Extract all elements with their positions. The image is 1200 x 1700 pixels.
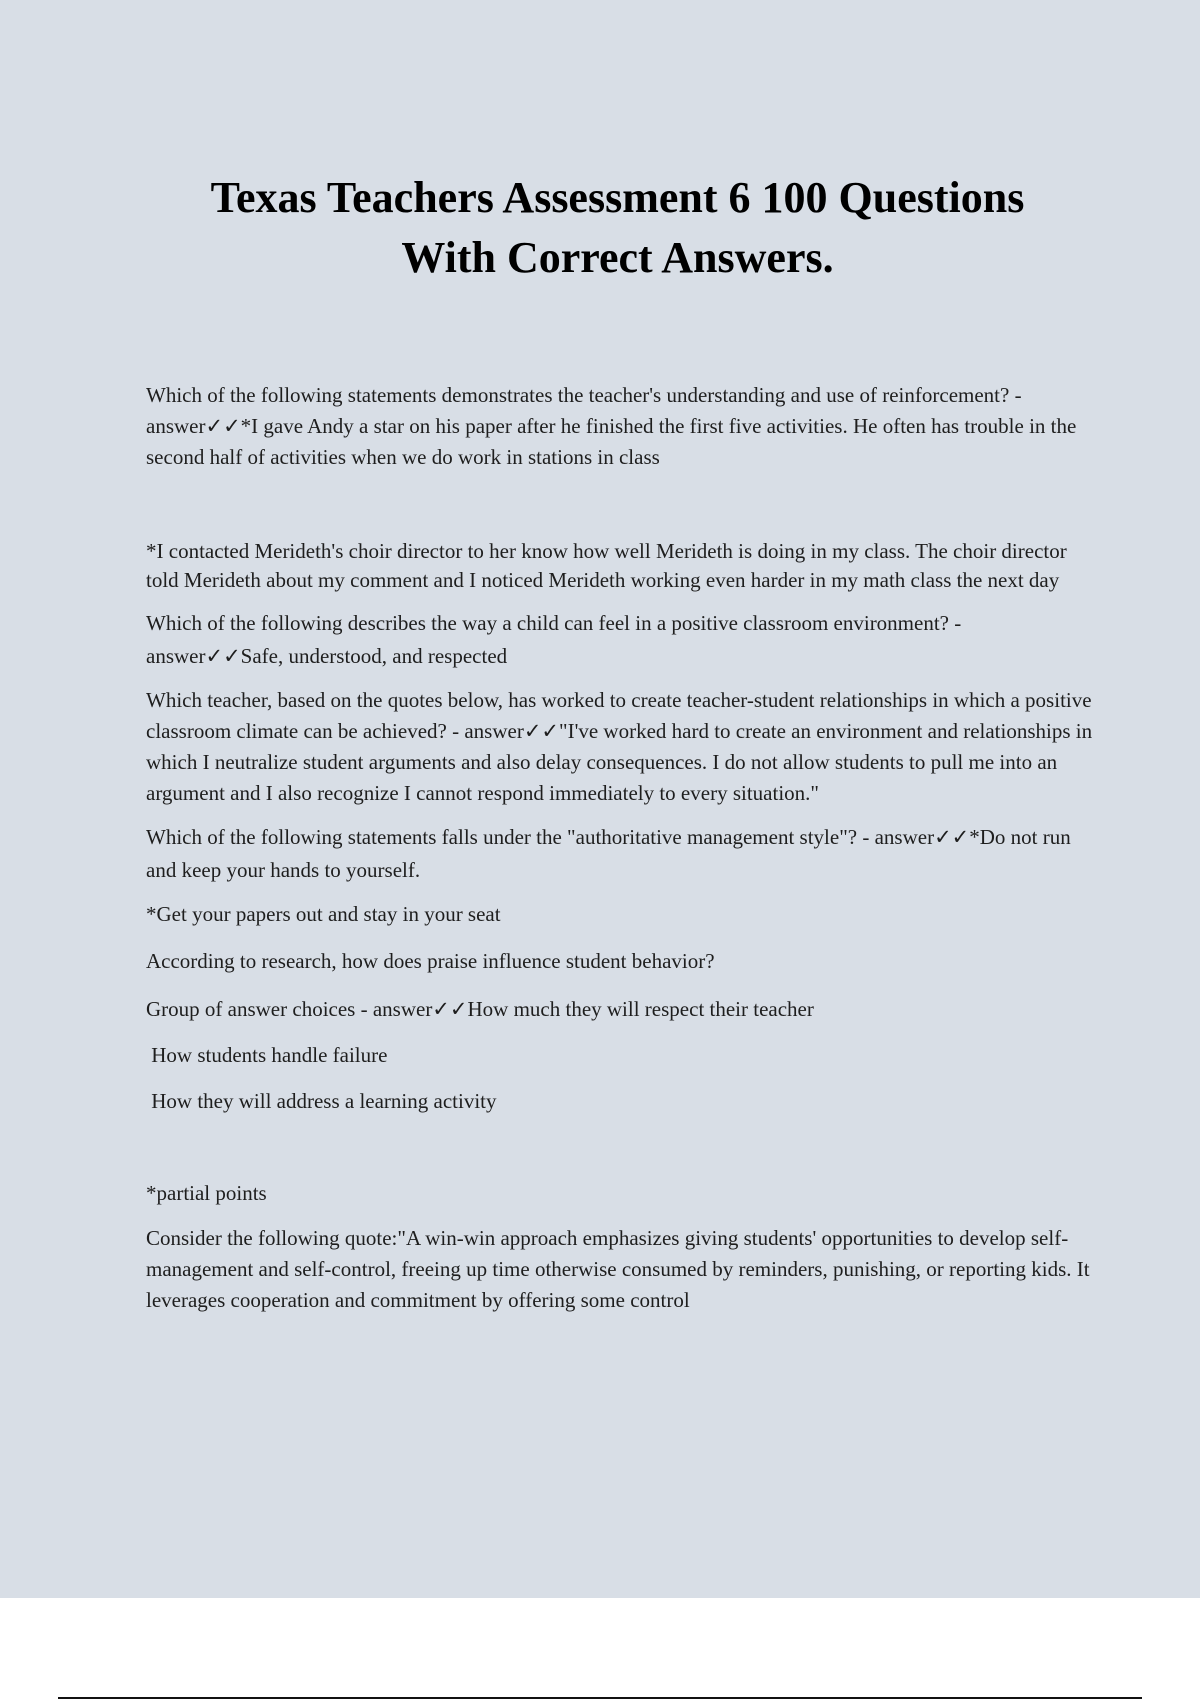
paragraph-q1: Which of the following statements demonstrates the teacher's understanding and use of reinforcement? - answer✓✓*I gave Andy a star on his paper after he finished the first five activities. He often has trouble in the second half of activities when we do work in stations in class: [146, 383, 1077, 469]
paragraph-q3: Which teacher, based on the quotes below, has worked to create teacher-student relationships in which a positive classroom climate can be achieved? - answer✓✓"I've worked hard to create an environment and relationships in which I neutralize student arguments and also delay consequences. I do not allow students to pull me into an argument and I also recognize I cannot respond immediately to every situation.": [146, 688, 1093, 805]
footer-divider: [58, 1697, 1142, 1699]
document-title: [0, 168, 1200, 288]
paragraph-q5-choice-1: How students handle failure: [146, 1043, 388, 1067]
document-body: [146, 380, 1096, 1316]
paragraph-q5-answer: Group of answer choices - answer✓✓How much they will respect their teacher: [146, 997, 814, 1021]
paragraph-q4-continued: *Get your papers out and stay in your seat: [146, 902, 501, 926]
paragraph-q5-choice-2: How they will address a learning activity: [146, 1089, 497, 1113]
paragraph-partial-points: *partial points: [146, 1181, 267, 1205]
paragraph-q4: Which of the following statements falls under the "authoritative management style"? - answer✓✓*Do not run and keep your hands to yourself.: [146, 825, 1071, 882]
paragraph-q6: Consider the following quote:"A win-win approach emphasizes giving students' opportunities to develop self-management and self-control, freeing up time otherwise consumed by reminders, punishing, or reporting kids. It leverages cooperation and commitment by offering some control: [146, 1226, 1090, 1312]
paragraph-q1-continued: *I contacted Merideth's choir director to her know how well Merideth is doing in my class. The choir director told Merideth about my comment and I noticed Merideth working even harder in my math class the next day: [146, 539, 1067, 592]
title-line-2: With Correct Answers.: [401, 233, 834, 282]
paragraph-q5: According to research, how does praise influence student behavior?: [146, 949, 715, 973]
paragraph-q2: Which of the following describes the way a child can feel in a positive classroom environment? - answer✓✓Safe, understood, and respected: [146, 611, 962, 668]
title-line-1: Texas Teachers Assessment 6 100 Questions: [210, 173, 1025, 222]
